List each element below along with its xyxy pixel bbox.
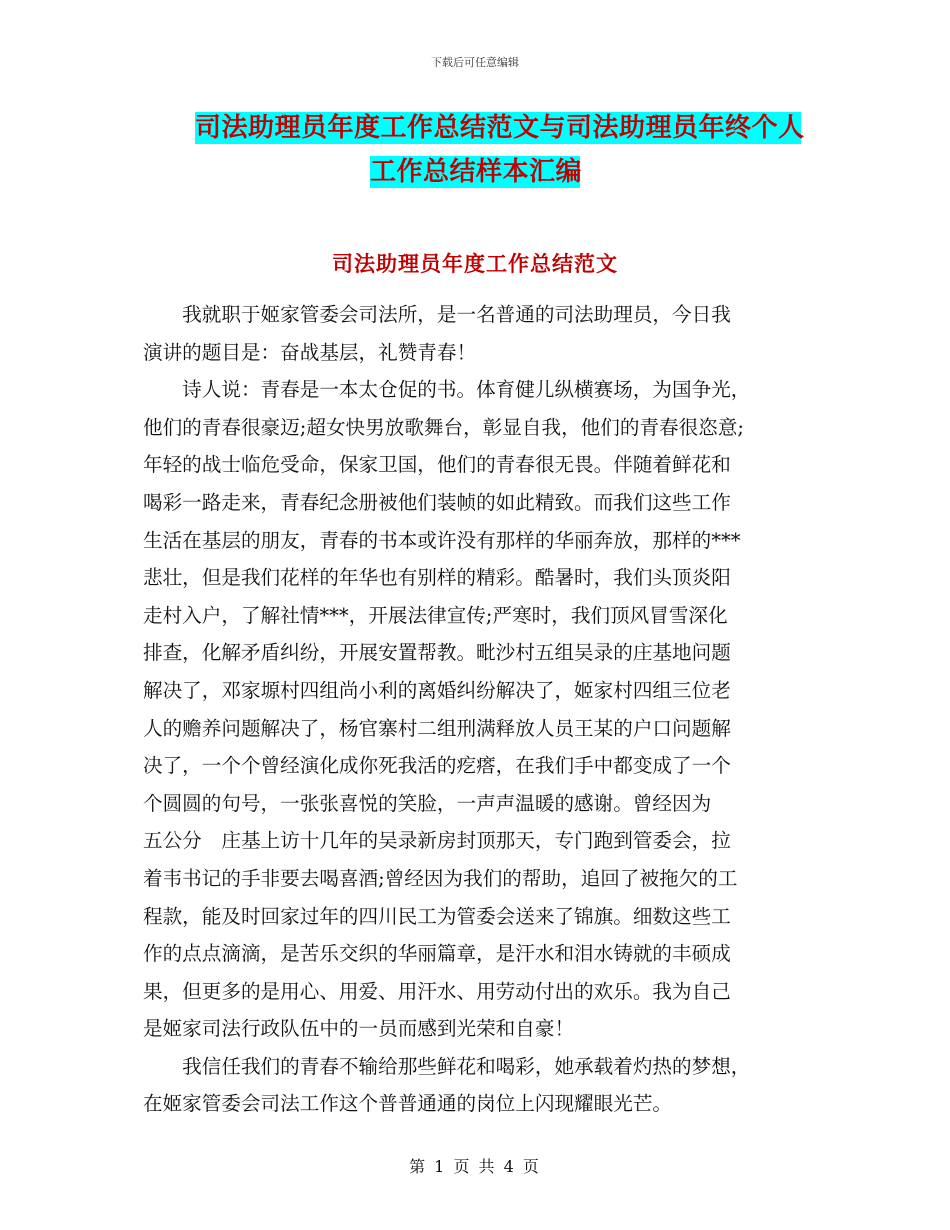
text-line: 悲壮，但是我们花样的年华也有别样的精彩。酷暑时，我们头顶炎阳 — [143, 566, 731, 590]
text-line: 决了，一个个曾经演化成你死我活的疙瘩，在我们手中都变成了一个 — [143, 754, 731, 778]
text-line: 走村入户，了解社情***，开展法律宣传;严寒时，我们顶风冒雪深化 — [143, 603, 728, 627]
page-footer: 第 1 页 共 4 页 — [409, 1157, 541, 1176]
text-line: 个圆圆的句号，一张张喜悦的笑脸，一声声温暖的感谢。曾经因为 — [143, 791, 712, 815]
text-line: 诗人说：青春是一本太仓促的书。体育健儿纵横赛场，为国争光， — [143, 378, 751, 402]
text-line: 年轻的战士临危受命，保家卫国，他们的青春很无畏。伴随着鲜花和 — [143, 453, 731, 477]
document-title-line-1: 司法助理员年度工作总结范文与司法助理员年终个人 — [195, 113, 805, 143]
text-line: 人的赡养问题解决了，杨官寨村二组刑满释放人员王某的户口问题解 — [143, 716, 731, 740]
text-line: 生活在基层的朋友，青春的书本或许没有那样的华丽奔放，那样的*** — [143, 528, 741, 552]
text-line: 作的点点滴滴，是苦乐交织的华丽篇章，是汗水和泪水铸就的丰硕成 — [143, 942, 731, 966]
text-line: 演讲的题目是：奋战基层，礼赞青春！ — [143, 340, 477, 364]
text-line: 我信任我们的青春不输给那些鲜花和喝彩，她承载着灼热的梦想， — [143, 1054, 751, 1078]
text-line: 他们的青春很豪迈;超女快男放歌舞台，彰显自我，他们的青春很恣意; — [143, 415, 745, 439]
text-line: 五公分 庄基上访十几年的吴录新房封顶那天，专门跑到管委会，拉 — [143, 829, 731, 853]
text-line: 解决了，邓家塬村四组尚小利的离婚纠纷解决了，姬家村四组三位老 — [143, 678, 731, 702]
text-line: 排查，化解矛盾纠纷，开展安置帮教。毗沙村五组吴录的庄基地问题 — [143, 641, 731, 665]
document-title-line-2: 工作总结样本汇编 — [370, 157, 583, 187]
text-line: 果，但更多的是用心、用爱、用汗水、用劳动付出的欢乐。我为自己 — [143, 979, 731, 1003]
text-line: 程款，能及时回家过年的四川民工为管委会送来了锦旗。细数这些工 — [143, 904, 731, 928]
text-line: 是姬家司法行政队伍中的一员而感到光荣和自豪！ — [143, 1017, 575, 1041]
page-header-note: 下载后可任意编辑 — [431, 56, 519, 69]
text-line: 我就职于姬家管委会司法所，是一名普通的司法助理员，今日我 — [143, 303, 731, 326]
section-title: 司法助理员年度工作总结范文 — [332, 252, 618, 276]
text-line: 在姬家管委会司法工作这个普普通通的岗位上闪现耀眼光芒。 — [143, 1092, 673, 1116]
body-text — [143, 296, 823, 1123]
text-line: 着韦书记的手非要去喝喜酒;曾经因为我们的帮助，追回了被拖欠的工 — [143, 866, 738, 890]
text-line: 喝彩一路走来，青春纪念册被他们装帧的如此精致。而我们这些工作 — [143, 490, 731, 514]
